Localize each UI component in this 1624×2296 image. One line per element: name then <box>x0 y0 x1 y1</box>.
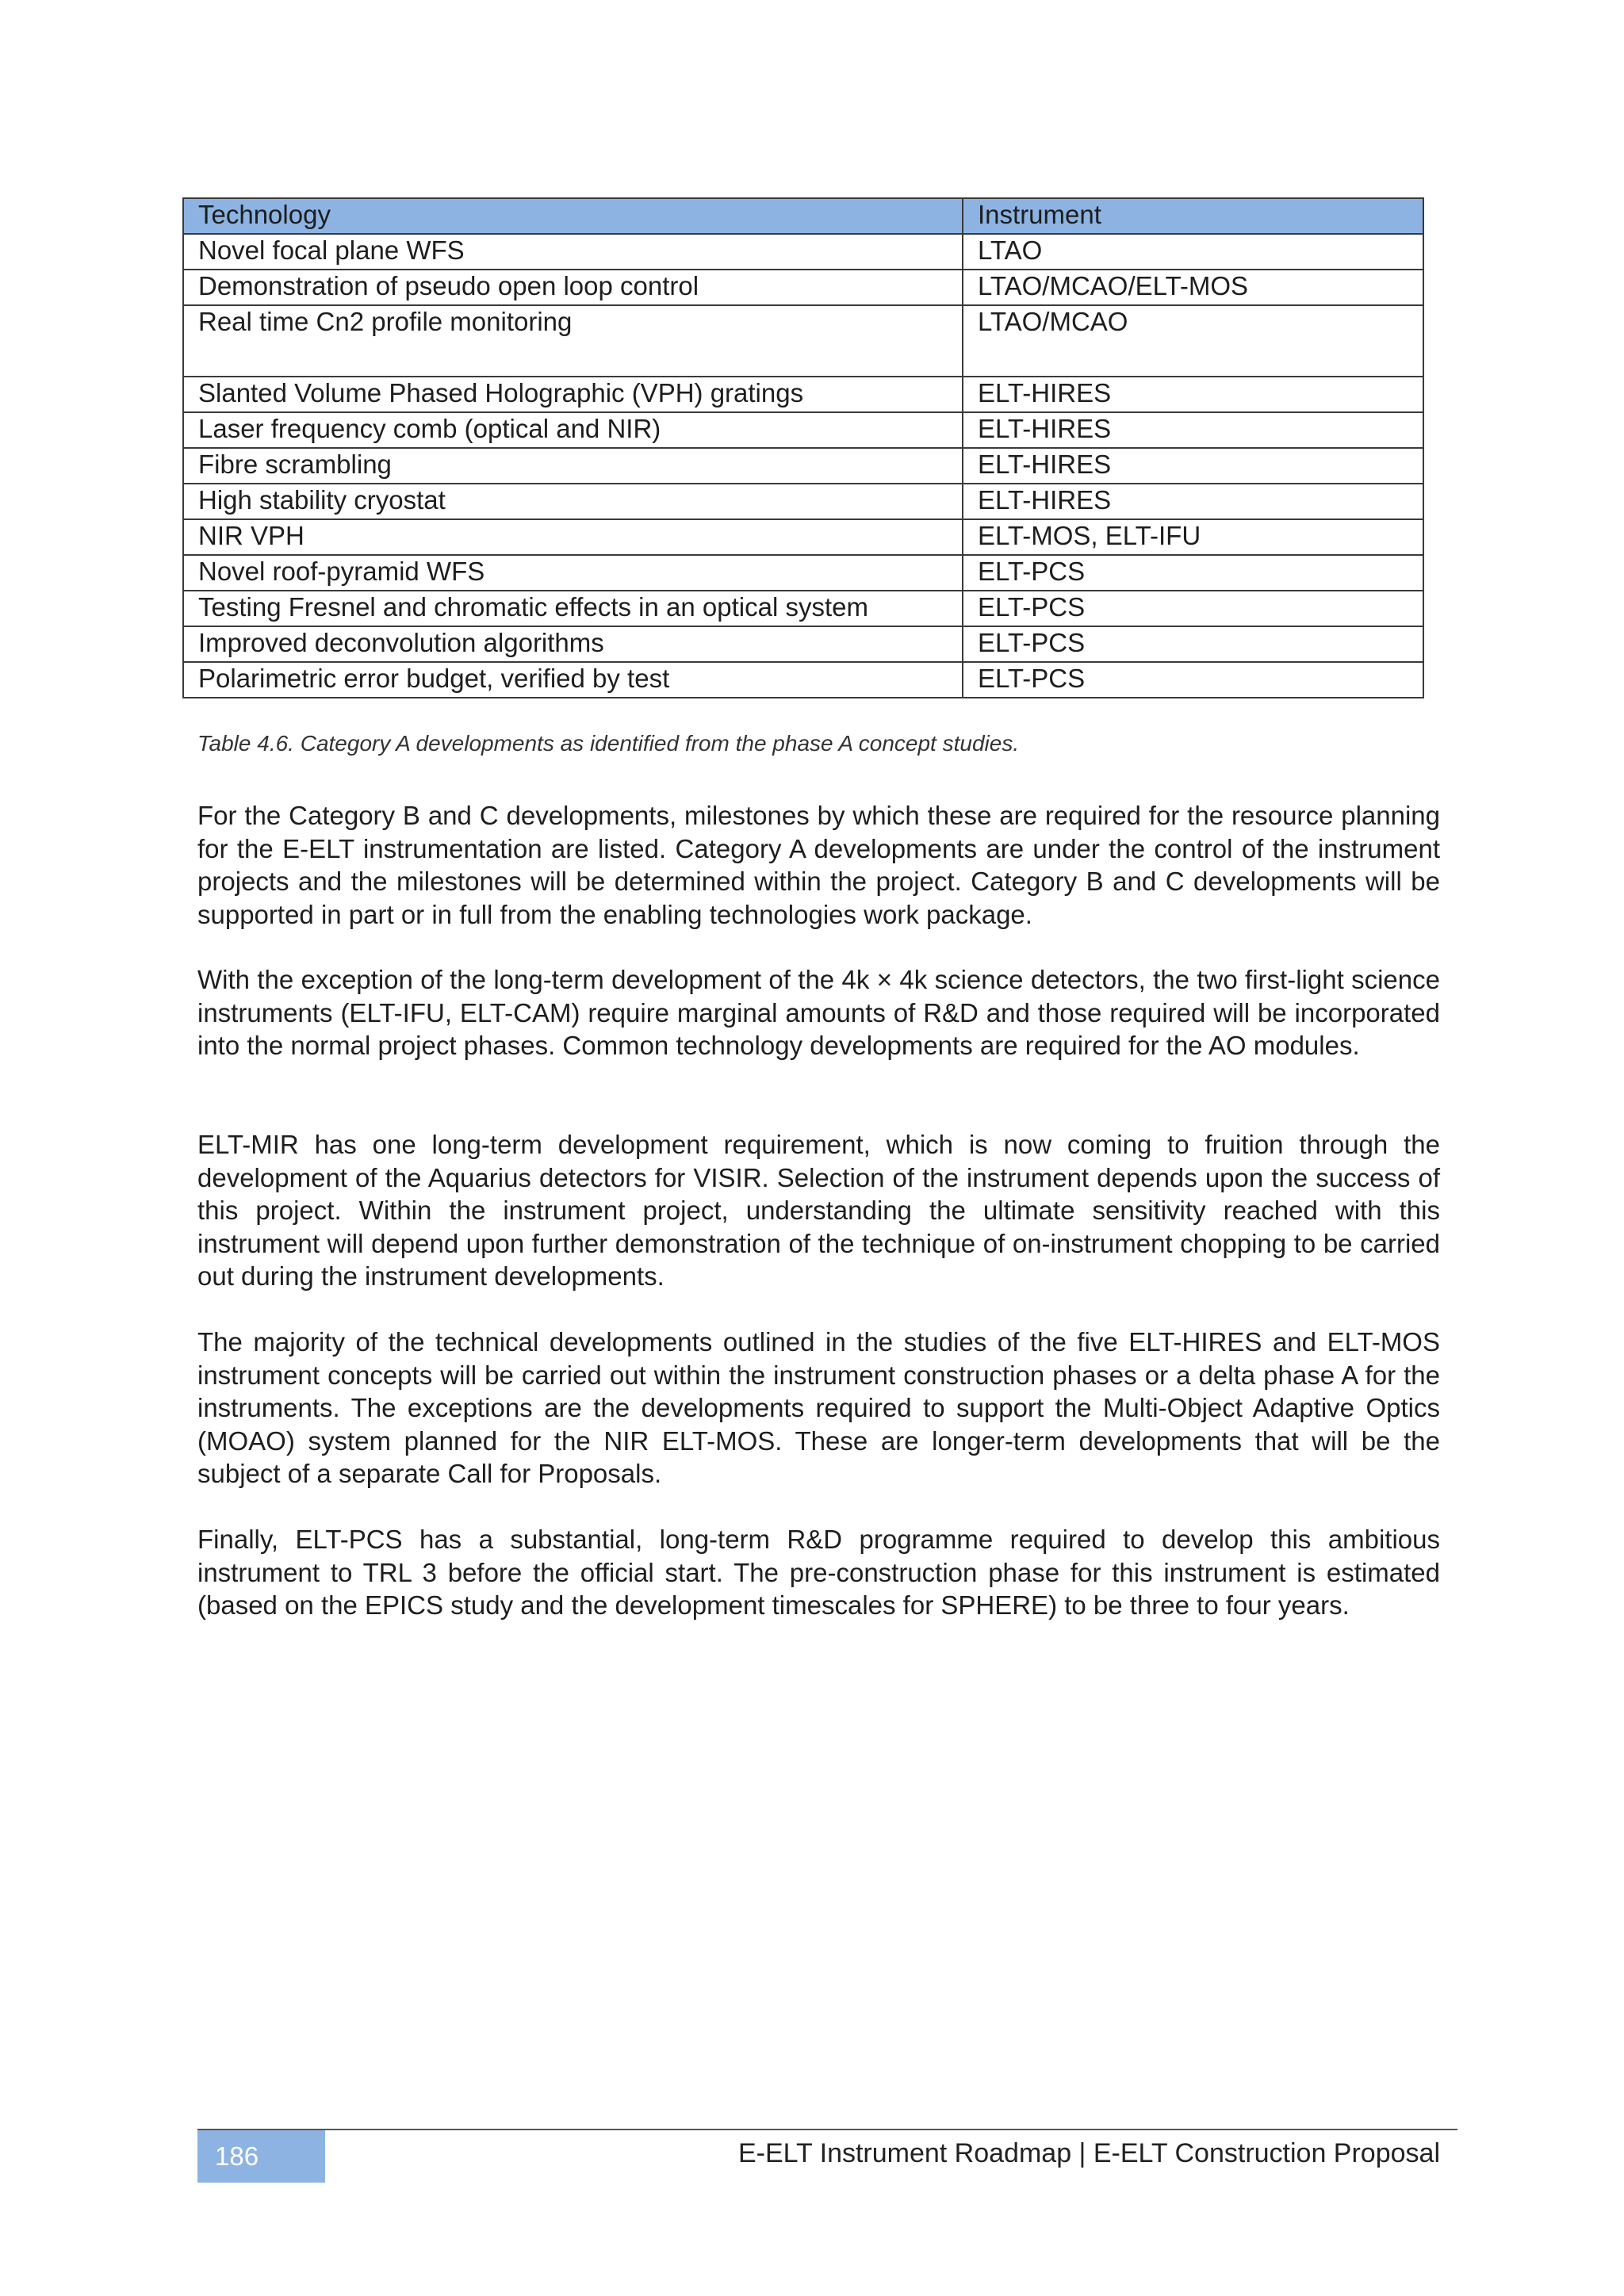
instrument-cell: ELT-PCS <box>963 662 1423 698</box>
technology-cell: Laser frequency comb (optical and NIR) <box>183 412 963 448</box>
paragraph-category-b-c: For the Category B and C developments, milestones by which these are required for the resource planning for the E-ELT instrumentation are listed. Category A developments are under the control of the instrument projects and the milestones will be determined within the project. Category B and C developments will be supported in part or in full from the enabling technologies work package. <box>197 801 1440 929</box>
paragraph-first-light: With the exception of the long-term development of the 4k × 4k science detectors, the two first-light science instruments (ELT-IFU, ELT-CAM) require marginal amounts of R&D and those required will be incorporated into the normal project phases. Common technology developments are required for the AO modules. <box>197 965 1440 1060</box>
technology-cell: Polarimetric error budget, verified by test <box>183 662 963 698</box>
table-row <box>183 412 1423 448</box>
table-row <box>183 448 1423 484</box>
instrument-cell: ELT-PCS <box>963 626 1423 662</box>
header-instrument: Instrument <box>963 198 1423 234</box>
table-row <box>183 555 1423 591</box>
paragraph-hires-mos: The majority of the technical developments outlined in the studies of the five ELT-HIRES and ELT-MOS instrument concepts will be carried out within the instrument construction phases or a delta phase A for the instruments. The exceptions are the developments required to support the Multi-Object Adaptive Optics (MOAO) system planned for the NIR ELT-MOS. These are longer-term developments that will be the subject of a separate Call for Proposals. <box>197 1327 1440 1488</box>
table-row <box>183 270 1423 305</box>
table-row <box>183 305 1423 377</box>
technology-cell: Demonstration of pseudo open loop control <box>183 270 963 305</box>
instrument-cell: LTAO/MCAO <box>963 305 1423 377</box>
table-row <box>183 484 1423 519</box>
instrument-cell: ELT-HIRES <box>963 448 1423 484</box>
technology-cell: High stability cryostat <box>183 484 963 519</box>
instrument-cell: ELT-MOS, ELT-IFU <box>963 519 1423 555</box>
technology-cell: NIR VPH <box>183 519 963 555</box>
technology-cell: Slanted Volume Phased Holographic (VPH) gratings <box>183 377 963 412</box>
instrument-cell: ELT-HIRES <box>963 412 1423 448</box>
technology-cell: Novel roof-pyramid WFS <box>183 555 963 591</box>
instrument-cell: ELT-HIRES <box>963 484 1423 519</box>
table-row <box>183 377 1423 412</box>
technology-cell: Real time Cn2 profile monitoring <box>183 305 963 377</box>
footer-title: E-ELT Instrument Roadmap | E-ELT Construction Proposal <box>737 2138 1440 2168</box>
technology-cell: Testing Fresnel and chromatic effects in an optical system <box>183 591 963 626</box>
header-technology: Technology <box>183 198 963 234</box>
category-a-table <box>182 197 1424 698</box>
instrument-cell: ELT-PCS <box>963 555 1423 591</box>
table-row <box>183 519 1423 555</box>
instrument-cell: LTAO <box>963 234 1423 270</box>
technology-cell: Novel focal plane WFS <box>183 234 963 270</box>
paragraph-elt-pcs: Finally, ELT-PCS has a substantial, long-term R&D programme required to develop this ambitious instrument to TRL 3 before the official start. The pre-construction phase for this instrument is estimated (based on the EPICS study and the development timescales for SPHERE) to be three to four years. <box>197 1525 1440 1620</box>
instrument-cell: ELT-PCS <box>963 591 1423 626</box>
instrument-cell: ELT-HIRES <box>963 377 1423 412</box>
page-number: 186 <box>197 2130 325 2183</box>
table-header-row <box>183 198 1423 234</box>
table-caption: Table 4.6. Category A developments as identified from the phase A concept studies. <box>197 731 1020 756</box>
footer-divider <box>197 2129 1457 2130</box>
table-row <box>183 662 1423 698</box>
technology-cell: Fibre scrambling <box>183 448 963 484</box>
paragraph-elt-mir: ELT-MIR has one long-term development requirement, which is now coming to fruition through the development of the Aquarius detectors for VISIR. Selection of the instrument depends upon the success of this project. Within the instrument project, understanding the ultimate sensitivity reached with this instrument will depend upon further demonstration of the technique of on-instrument chopping to be carried out during the instrument developments. <box>197 1130 1440 1291</box>
table-row <box>183 234 1423 270</box>
instrument-cell: LTAO/MCAO/ELT-MOS <box>963 270 1423 305</box>
table-row <box>183 626 1423 662</box>
table-row <box>183 591 1423 626</box>
technology-cell: Improved deconvolution algorithms <box>183 626 963 662</box>
